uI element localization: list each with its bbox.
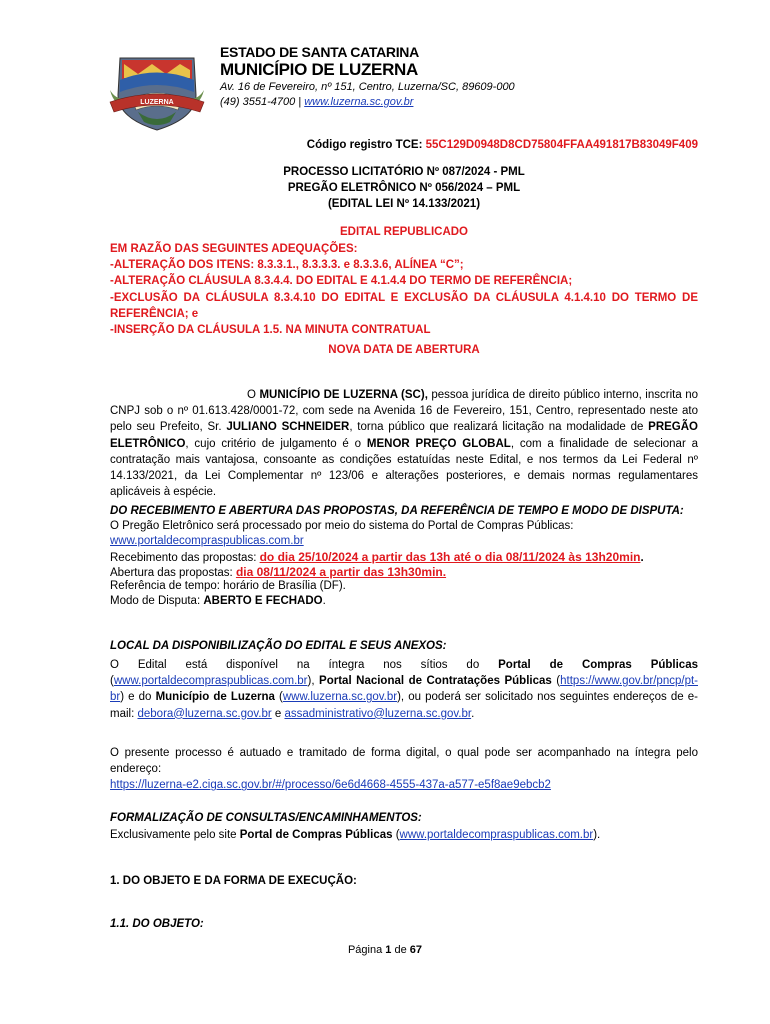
adjustment-item: -INSERÇÃO DA CLÁUSULA 1.5. NA MINUTA CONTRATUAL <box>110 324 431 337</box>
formalizacao-end: ). <box>593 829 601 841</box>
local-text: ( <box>274 691 283 704</box>
local-text: ), ou poderá ser solicitado nos seguintes endereços de e-mail: <box>110 691 699 720</box>
portal-compras-name: Portal de Compras Públicas <box>498 659 698 671</box>
portal-compras-name: Portal de Compras Públicas <box>239 829 393 841</box>
intro-text: , torna público que realizará licitação na modalidade de <box>349 421 649 434</box>
processo-digital-text: O presente processo é autuado e tramitado de forma digital, o qual pode ser acompanhado na íntegra pelo endereço: <box>110 747 698 776</box>
local-text: O Edital está disponível na íntegra nos sítios do <box>110 659 499 671</box>
local-text: ), <box>307 675 320 688</box>
formalizacao-text <box>110 829 600 841</box>
recebimento-label: Recebimento das propostas: <box>110 552 260 564</box>
nova-data-title: NOVA DATA DE ABERTURA <box>328 344 480 356</box>
formalizacao-paren: ( <box>392 829 400 841</box>
local-heading: LOCAL DA DISPONIBILIZAÇÃO DO EDITAL E SEUS ANEXOS: <box>110 640 447 652</box>
abertura-label: Abertura das propostas: <box>110 567 236 579</box>
recebimento-end: . <box>640 552 644 564</box>
tce-code-value: 55C129D0948D8CD75804FFAA491817B83049F409 <box>425 139 698 151</box>
tce-label: Código registro TCE <box>306 139 419 151</box>
current-page: 1 <box>385 944 392 956</box>
municipio-name: MUNICÍPIO DE LUZERNA (SC), <box>259 389 428 401</box>
modo-end: . <box>322 595 326 607</box>
processo-digital-link[interactable]: https://luzerna-e2.ciga.sc.gov.br/#/processo/6e6d4668-4555-437a-a577-e5f8ae9ebcb2 <box>110 779 551 792</box>
municipality-address: Av. 16 de Fevereiro, nº 151, Centro, Luzerna/SC, 89609-000 <box>220 81 515 93</box>
local-text: ( <box>110 675 114 688</box>
intro-text: , com a finalidade de selecionar a contratação mais vantajosa, consoante as condições estatuídas neste Edital, e nos termos da Lei Federal nº 14.133/2021, da Lei Complementar nº 123/06 e alterações posteriores, e demais normas regulamentares aplicáveis à espécie. <box>110 437 699 499</box>
local-text: e <box>271 707 285 720</box>
contact-line <box>220 96 413 108</box>
adjustments-heading: EM RAZÃO DAS SEGUINTES ADEQUAÇÕES: <box>110 243 358 255</box>
intro-text: pessoa jurídica de direito público interno, inscrita no CNPJ sob o nº 01.613.428/0001-72, com sede na Avenida 16 de Fevereiro, 151, Centro, representado neste ato pelo seu Prefeito, Sr. <box>110 389 698 434</box>
assadministrativo-email-link[interactable]: assadministrativo@luzerna.sc.gov.br <box>284 707 472 720</box>
local-text: ( <box>551 675 561 688</box>
phone-text: (49) 3551-4700 | <box>220 96 305 108</box>
state-name: ESTADO DE SANTA CATARINA <box>220 44 419 60</box>
formalizacao-intro: Exclusivamente pelo site <box>110 829 240 841</box>
adjustment-item: -ALTERAÇÃO CLÁUSULA 8.3.4.4. DO EDITAL E 4.1.4.4 DO TERMO DE REFERÊNCIA; <box>110 275 573 288</box>
modo-disputa <box>110 595 326 607</box>
intro-text: , cujo critério de julgamento é o <box>185 437 367 450</box>
formalizacao-heading: FORMALIZAÇÃO DE CONSULTAS/ENCAMINHAMENTOS: <box>110 812 422 824</box>
abertura-propostas <box>110 565 446 579</box>
process-number: PROCESSO LICITATÓRIO Nº 087/2024 - PML <box>283 166 525 178</box>
total-pages: 67 <box>409 944 423 956</box>
adjustment-item: -ALTERAÇÃO DOS ITENS: 8.3.3.1., 8.3.3.3. e 8.3.3.6, ALÍNEA “C”; <box>110 259 464 272</box>
referencia-tempo: Referência de tempo: horário de Brasília (DF). <box>110 580 346 592</box>
criterio-julgamento: MENOR PREÇO GLOBAL <box>366 437 511 450</box>
municipal-crest-logo <box>108 40 206 132</box>
pregao-number: PREGÃO ELETRÔNICO Nº 056/2024 – PML <box>287 182 521 194</box>
page-label: Página <box>347 944 386 956</box>
local-paragraph <box>110 657 698 722</box>
abertura-date: dia 08/11/2024 a partir das 13h30min. <box>235 565 447 579</box>
formalizacao-link[interactable]: www.portaldecompraspublicas.com.br <box>399 829 594 841</box>
tce-separator: : <box>418 139 426 151</box>
edital-law: (EDITAL LEI Nº 14.133/2021) <box>327 198 481 210</box>
portal-link[interactable]: www.portaldecompraspublicas.com.br <box>110 535 304 547</box>
pncp-link[interactable]: https://www.gov.br/pncp/pt-br <box>110 675 698 704</box>
website-link[interactable]: www.luzerna.sc.gov.br <box>304 96 414 108</box>
crest-banner-text: LUZERNA <box>140 99 174 106</box>
mayor-name: JULIANO SCHNEIDER <box>226 421 350 434</box>
municipality-name: MUNICÍPIO DE LUZERNA <box>220 60 419 79</box>
adjustment-item: -EXCLUSÃO DA CLÁUSULA 8.3.4.10 DO EDITAL E EXCLUSÃO DA CLÁUSULA 4.1.4.10 DO TERMO DE REFERÊNCIA; e <box>110 291 698 320</box>
debora-email-link[interactable]: debora@luzerna.sc.gov.br <box>137 707 272 720</box>
pncp-name: Portal Nacional de Contratações Públicas <box>319 675 552 688</box>
local-text: . <box>471 707 475 720</box>
intro-text: O <box>247 389 260 401</box>
portal-compras-link[interactable]: www.portaldecompraspublicas.com.br <box>113 675 308 688</box>
section-1-1-title: 1.1. DO OBJETO: <box>110 918 204 930</box>
recebimento-propostas <box>110 550 644 564</box>
edital-republicado-title: EDITAL REPUBLICADO <box>340 226 468 238</box>
municipio-luzerna-name: Município de Luzerna <box>155 691 275 704</box>
modalidade: PREGÃO ELETRÔNICO <box>110 421 698 450</box>
section-1-title: 1. DO OBJETO E DA FORMA DE EXECUÇÃO: <box>110 875 357 887</box>
processo-digital-paragraph <box>110 745 698 794</box>
adjustments-list <box>110 241 698 338</box>
luzerna-site-link[interactable]: www.luzerna.sc.gov.br <box>282 691 398 704</box>
tce-registry-code <box>110 139 698 151</box>
intro-paragraph <box>110 387 698 500</box>
modo-value: ABERTO E FECHADO <box>203 595 323 607</box>
page-number-footer <box>0 944 770 956</box>
recebimento-date: do dia 25/10/2024 a partir das 13h até o dia 08/11/2024 às 13h20min <box>259 550 641 564</box>
recebimento-heading: DO RECEBIMENTO E ABERTURA DAS PROPOSTAS, DA REFERÊNCIA DE TEMPO E MODO DE DISPUTA: <box>110 505 684 517</box>
modo-label: Modo de Disputa: <box>110 595 204 607</box>
page-of: de <box>391 944 410 956</box>
local-text: ) e do <box>120 691 156 704</box>
portal-description: O Pregão Eletrônico será processado por meio do sistema do Portal de Compras Públicas: <box>110 520 574 532</box>
